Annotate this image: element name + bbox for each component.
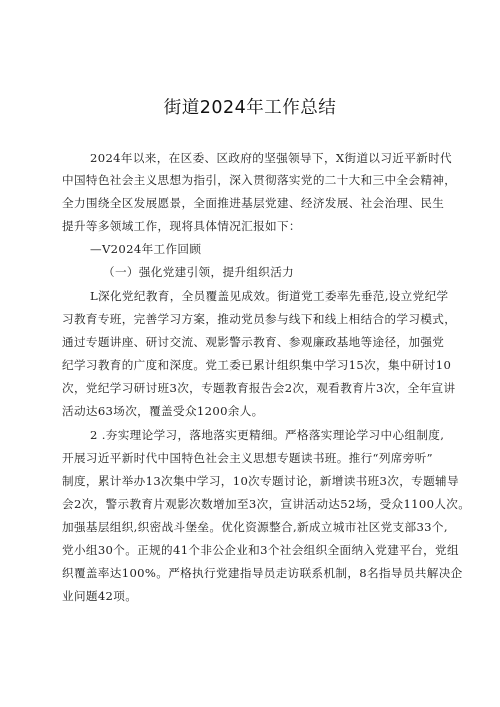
- paragraph-line: 加强基层组织,织密战斗堡垒。优化资源整合,新成立城市社区党支部33个,: [62, 520, 448, 534]
- paragraph-line: 党小组30个。正规的41个非公企业和3个社会组织全面纳入党建平台，党组: [62, 543, 459, 557]
- paragraph-line: 纪学习教育的广度和深度。党工委已累计组织集中学习15次，集中研讨10: [62, 358, 452, 372]
- subsection-heading: （一）强化党建引领，提升组织活力: [103, 265, 295, 279]
- intro-line: 全力围绕全区发展愿景，全面推进基层党建、经济发展、社会治理、民生: [62, 196, 445, 210]
- paragraph-line: L深化党纪教育，全员覆盖见成效。街道党工委率先垂范,设立党纪学: [90, 289, 449, 303]
- paragraph-line: 开展习近平新时代中国特色社会主义思想专题读书班。推行“列席旁听”: [62, 451, 433, 465]
- paragraph-line: 会2次，警示教育片观影次数增加至3次，宣讲活动达52场，受众1100人次。: [62, 497, 471, 511]
- section-heading: —V2024年工作回顾: [90, 242, 202, 256]
- paragraph-line: 习教育专班，完善学习方案，推动党员参与线下和线上相结合的学习模式，: [62, 312, 457, 326]
- paragraph-line: 通过专题讲座、研讨交流、观影警示教育、参观廉政基地等途径，加强党: [62, 335, 445, 349]
- document-title: 街道2024年工作总结: [163, 98, 337, 118]
- paragraph-line: 业问题42项。: [62, 589, 138, 603]
- paragraph-line: 次，党纪学习研讨班3次，专题教育报告会2次，观看教育片3次，全年宣讲: [62, 381, 456, 395]
- paragraph-line: 织覆盖率达100%。严格执行党建指导员走访联系机制，8名指导员共解决企: [62, 566, 463, 580]
- intro-line: 中国特色社会主义思想为指引，深入贯彻落实党的二十大和三中全会精神，: [62, 173, 457, 187]
- paragraph-line: 活动达63场次，覆盖受众1200余人。: [62, 404, 264, 418]
- intro-line: 提升等多领域工作，现将具体情况汇报如下：: [62, 219, 301, 233]
- paragraph-line: 制度，累计举办13次集中学习，10次专题讨论，新增读书班3次，专题辅导: [62, 474, 459, 488]
- paragraph-line: 2 .夯实理论学习，落地落实更精细。严格落实理论学习中心组制度,: [90, 428, 445, 442]
- intro-line: 2024年以来，在区委、区政府的坚强领导下，X街道以习近平新时代: [90, 151, 452, 165]
